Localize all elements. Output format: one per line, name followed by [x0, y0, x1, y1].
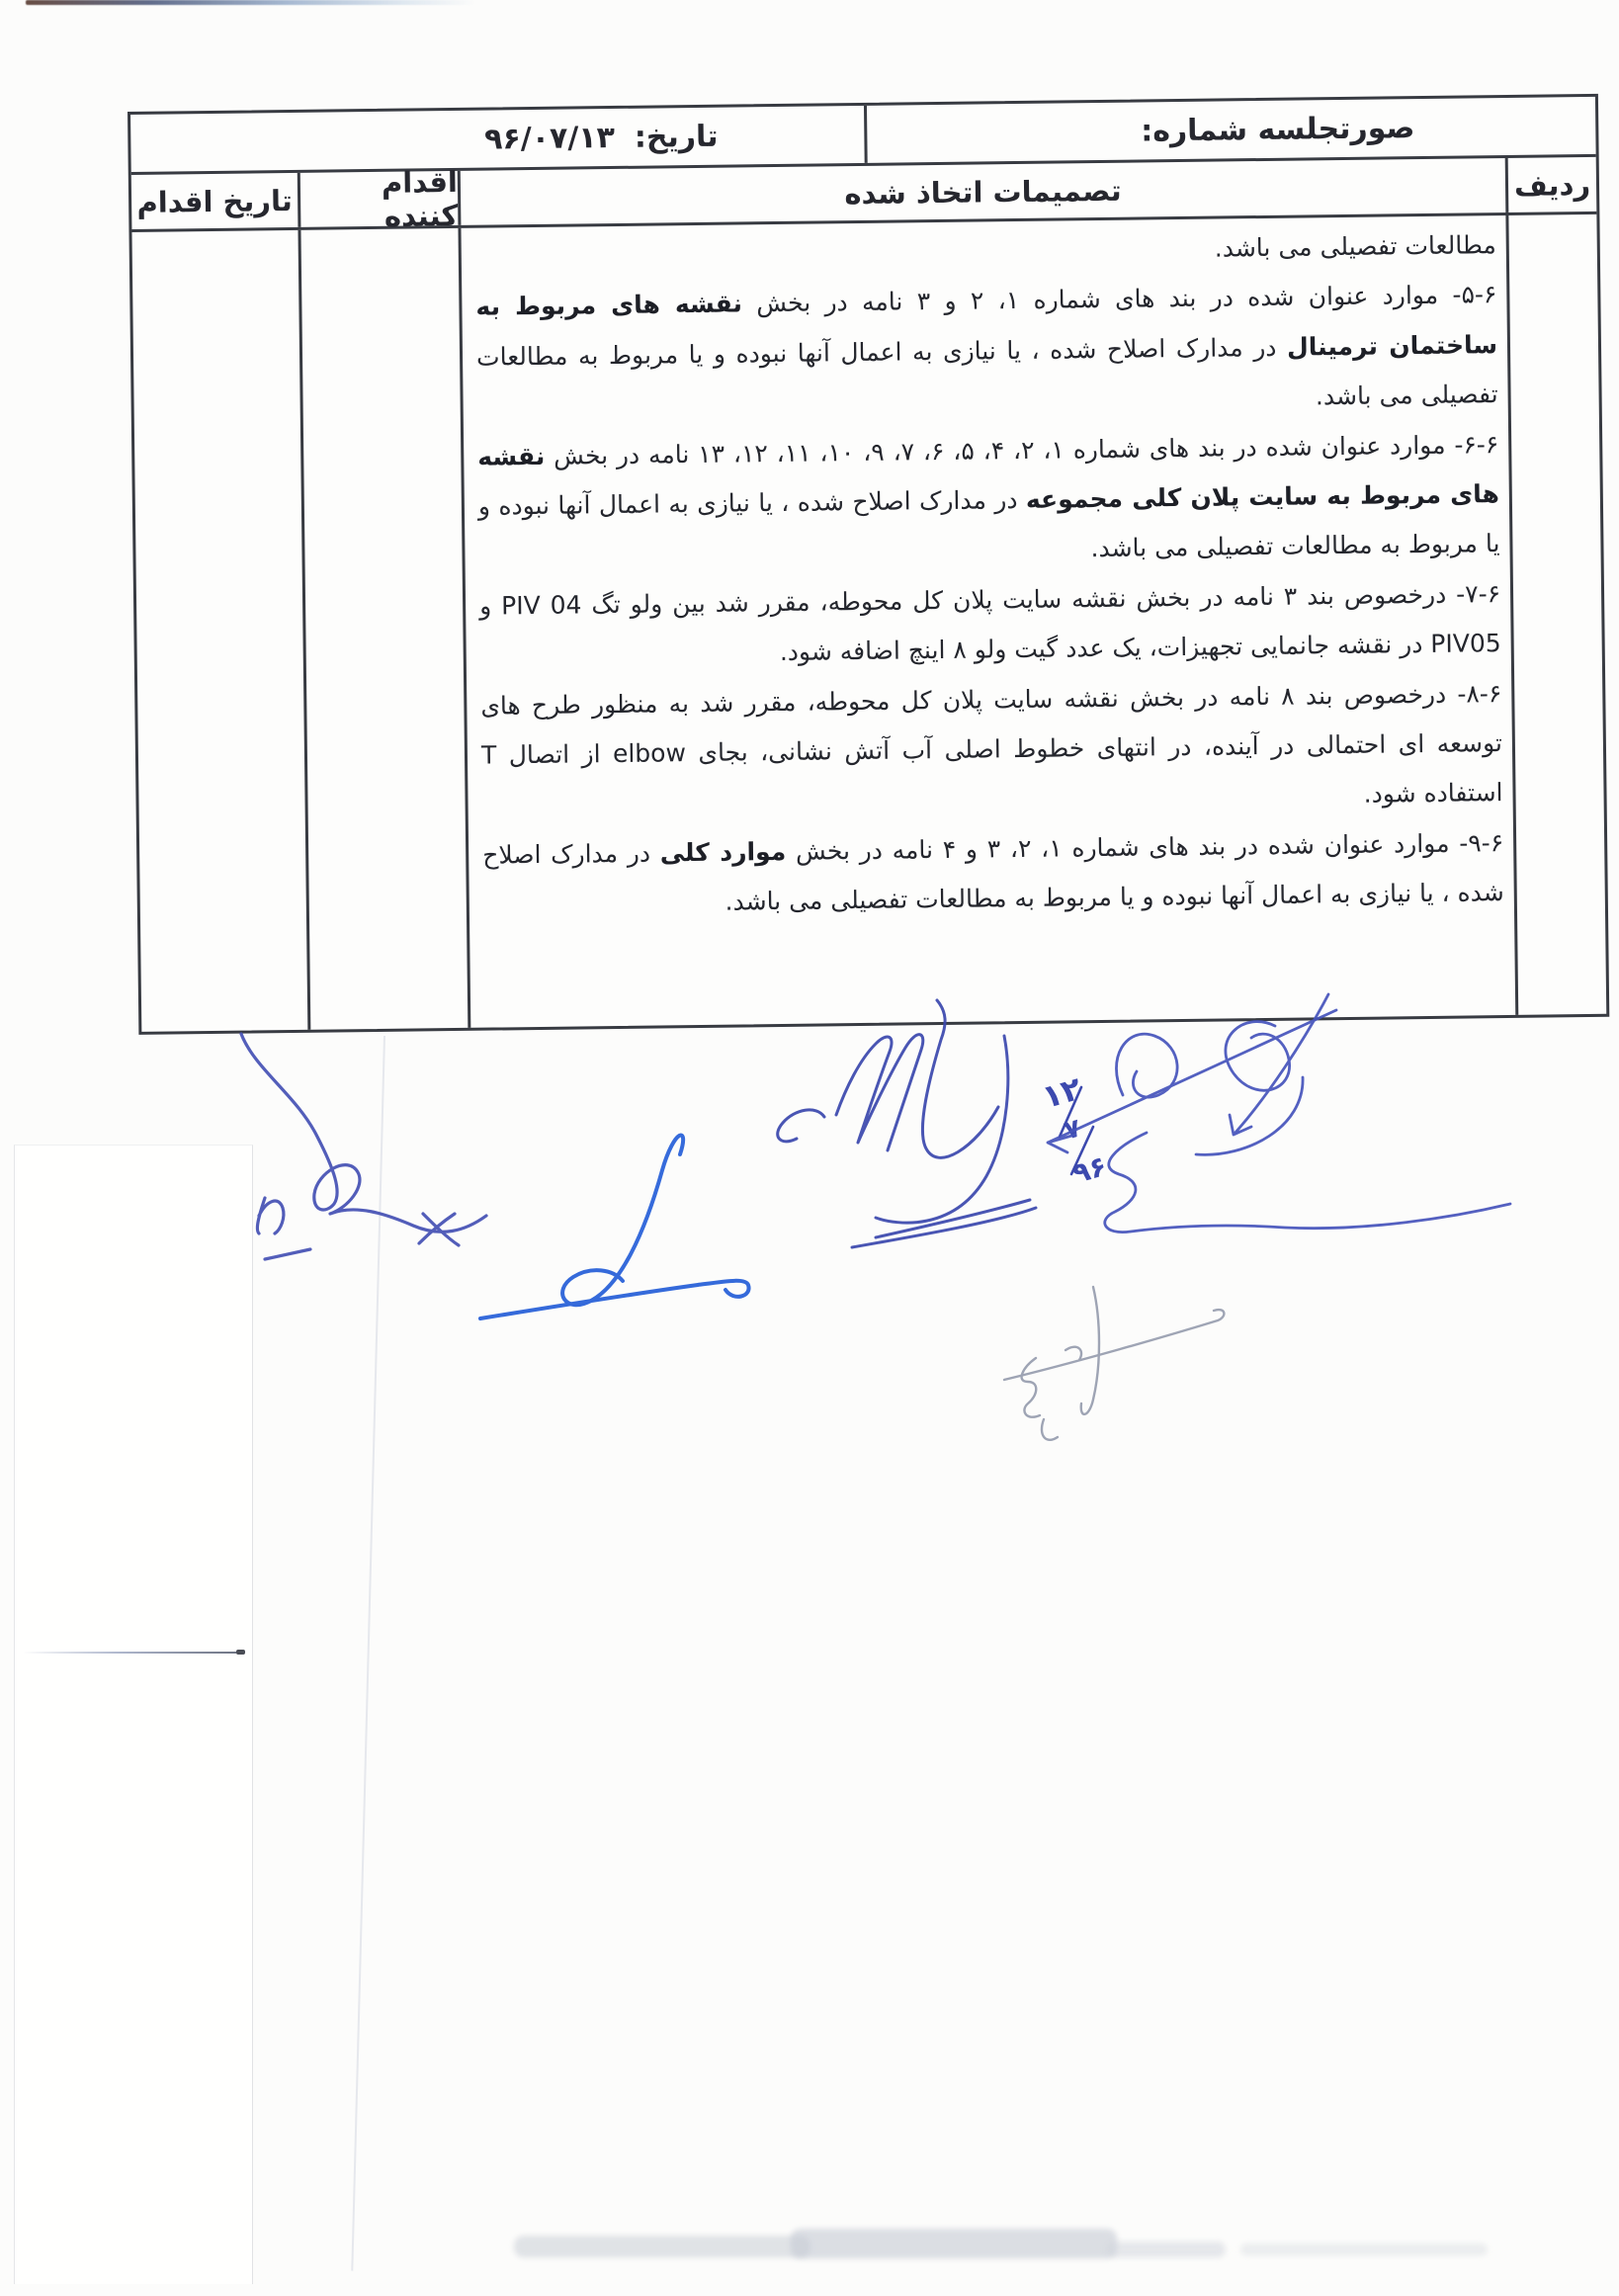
signature-2 — [480, 1135, 749, 1318]
signature-5 — [1004, 1287, 1224, 1440]
action-date-cell-empty — [131, 230, 307, 1032]
date-cell — [130, 106, 865, 172]
decision-paragraph: ۹-۶- موارد عنوان شده در بند های شماره ۱، ۲، ۳ و ۴ نامه در بخش موارد کلی در مدارک اصلاح شده ، یا نیازی به اعمال آنها نبوده و یا مربوط به مطالعات تفصیلی می باشد. — [482, 827, 1504, 916]
date-slash — [1060, 1087, 1081, 1137]
decision-paragraph: ۵-۶- موارد عنوان شده در بند های شماره ۱، ۲ و ۳ نامه در بخش نقشه های مربوط به ساختمان ترمینال در مدارک اصلاح شده ، یا نیازی به اعمال آنها نبوده و یا مربوط به مطالعات تفصیلی می باشد. — [475, 280, 1498, 411]
column-header-decisions: تصمیمات اتخاذ شده — [458, 158, 1506, 225]
minutes-number-cell — [864, 97, 1596, 163]
decision-paragraph: مطالعات تفصیلی می باشد. — [1214, 230, 1496, 263]
bleed-through-smudge — [791, 2229, 1117, 2258]
vertical-fold-line — [351, 1036, 385, 2271]
signature-4 — [1048, 994, 1510, 1233]
decision-paragraph: ۷-۶- درخصوص بند ۳ نامه در بخش نقشه سایت پلان کل محوطه، مقرر شد بین ولو تگ PIV 04 و PIV05 در نقشه جانمایی تجهیزات، یک عدد گیت ولو ۸ اینچ اضافه شود. — [478, 578, 1501, 667]
decisions-cell — [458, 215, 1515, 1028]
date-label: تاریخ: — [634, 119, 719, 155]
date-value: ۹۶/۰۷/۱۳ — [483, 120, 616, 157]
decision-paragraph: ۶-۶- موارد عنوان شده در بند های شماره ۱، ۲، ۴، ۵، ۶، ۷، ۹، ۱۰، ۱۱، ۱۲، ۱۳ نامه در بخش نقشه های مربوط به سایت پلان کلی مجموعه در مدارک اصلاح شده ، یا نیازی به اعمال آنها نبوده و یا مربوط به مطالعات تفصیلی می باشد. — [477, 429, 1500, 563]
content-row — [131, 212, 1606, 1032]
bleed-through-smudge — [1240, 2244, 1488, 2255]
bleed-through-smudge — [514, 2236, 810, 2257]
handwritten-date-year: ۹۶ — [1068, 1148, 1111, 1191]
bleed-through-smudge — [1107, 2242, 1226, 2257]
row-no-cell-empty — [1505, 214, 1606, 1015]
scanner-edge-artifact — [26, 0, 475, 5]
handwritten-date-day: ۱۲ — [1038, 1068, 1086, 1117]
signature-3 — [778, 1000, 1036, 1247]
handwritten-date — [1038, 1069, 1110, 1190]
handwritten-date-month: ۷ — [1061, 1113, 1084, 1147]
paper-crease-hairline — [23, 1652, 236, 1654]
decisions-text — [461, 215, 1515, 1028]
column-header-actor: اقدام کننده — [298, 171, 459, 227]
minutes-number-label: صورتجلسه شماره: — [1140, 110, 1415, 148]
actor-cell-empty — [298, 228, 468, 1030]
decision-paragraph: ۸-۶- درخصوص بند ۸ نامه در بخش نقشه سایت پلان کل محوطه، مقرر شد به منظور طرح های توسعه ای احتمالی در آینده، در انتهای خطوط اصلی آب آتش نشانی، بجای elbow از اتصال T استفاده شود. — [480, 678, 1503, 809]
attached-paper-strip — [14, 1145, 253, 2284]
signature-1 — [241, 1034, 486, 1259]
meeting-minutes-table — [128, 94, 1609, 1035]
ink-dot — [236, 1650, 245, 1655]
column-header-row-no: ردیف — [1505, 157, 1597, 213]
column-header-action-date: تاریخ اقدام — [136, 183, 293, 219]
date-slash — [1071, 1127, 1093, 1174]
